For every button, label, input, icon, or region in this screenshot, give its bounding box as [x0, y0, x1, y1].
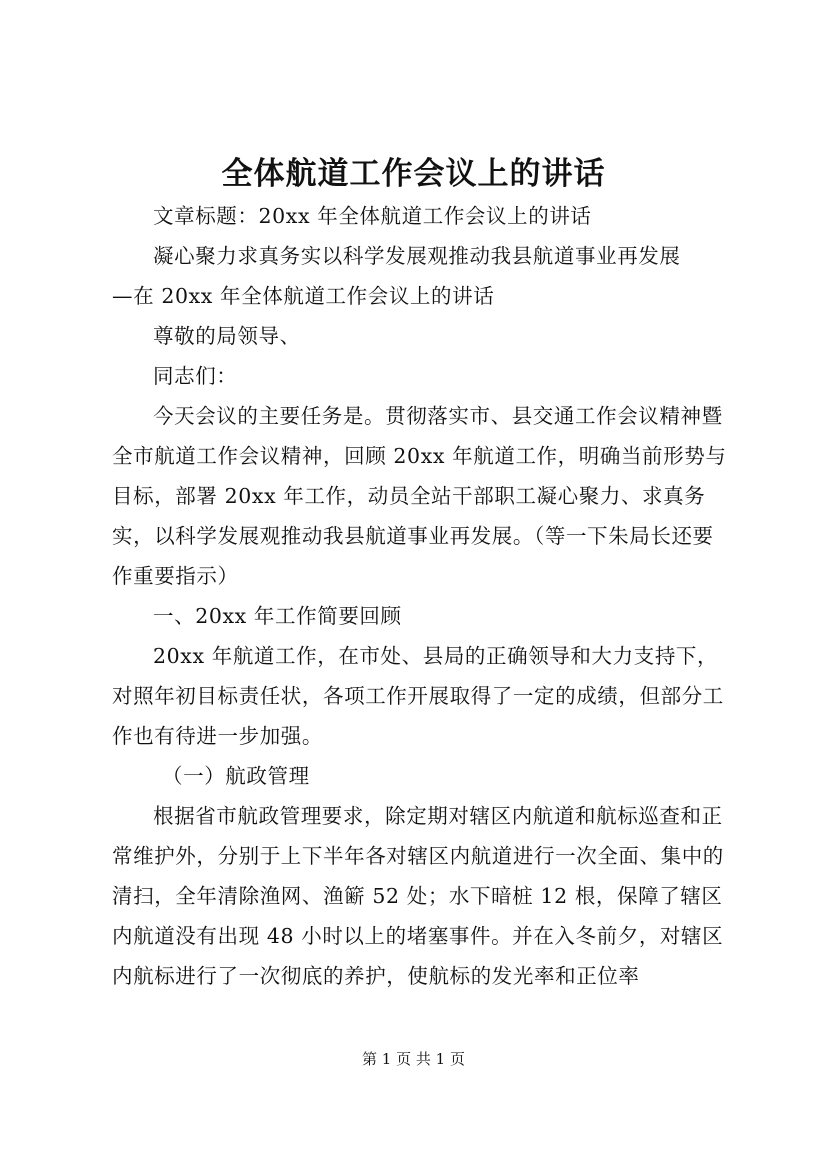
document-body — [112, 196, 732, 996]
intro-paragraph: 今天会议的主要任务是。贯彻落实市、县交通工作会议精神暨全市航道工作会议精神，回顾 20xx 年航道工作，明确当前形势与目标，部署 20xx 年工作，动员全站干部职工凝心聚力、求真务实，以科学发展观推动我县航道事业再发展。（等一下朱局长还要作重要指示） — [112, 404, 727, 588]
salutation-leaders: 尊敬的局领导、 — [153, 324, 301, 348]
document-title: 全体航道工作会议上的讲话 — [221, 156, 606, 192]
section-heading-review: 一、20xx 年工作简要回顾 — [153, 604, 402, 628]
review-paragraph: 20xx 年航道工作，在市处、县局的正确领导和大力支持下，对照年初目标责任状，各项工作开展取得了一定的成绩，但部分工作也有待进一步加强。 — [112, 644, 724, 748]
subtitle-line: 凝心聚力求真务实以科学发展观推动我县航道事业再发展 — [153, 244, 681, 268]
salutation-comrades: 同志们： — [153, 364, 238, 388]
navigation-admin-paragraph: 根据省市航政管理要求，除定期对辖区内航道和航标巡查和正常维护外，分别于上下半年各对辖区内航道进行一次全面、集中的清扫，全年清除渔网、渔簖 52 处；水下暗桩 12 根，保障了辖区内航道没有出现 48 小时以上的堵塞事件。并在入冬前夕，对辖区内航标进行了一次彻底的养护，使航标的发光率和正位率 — [112, 804, 724, 988]
page-footer: 第 1 页 共 1 页 — [362, 1050, 465, 1068]
article-title-line: 文章标题：20xx 年全体航道工作会议上的讲话 — [153, 204, 592, 228]
subtitle-dash-line: —在 20xx 年全体航道工作会议上的讲话 — [112, 284, 495, 308]
subsection-heading-navigation-admin: （一）航政管理 — [162, 764, 310, 788]
